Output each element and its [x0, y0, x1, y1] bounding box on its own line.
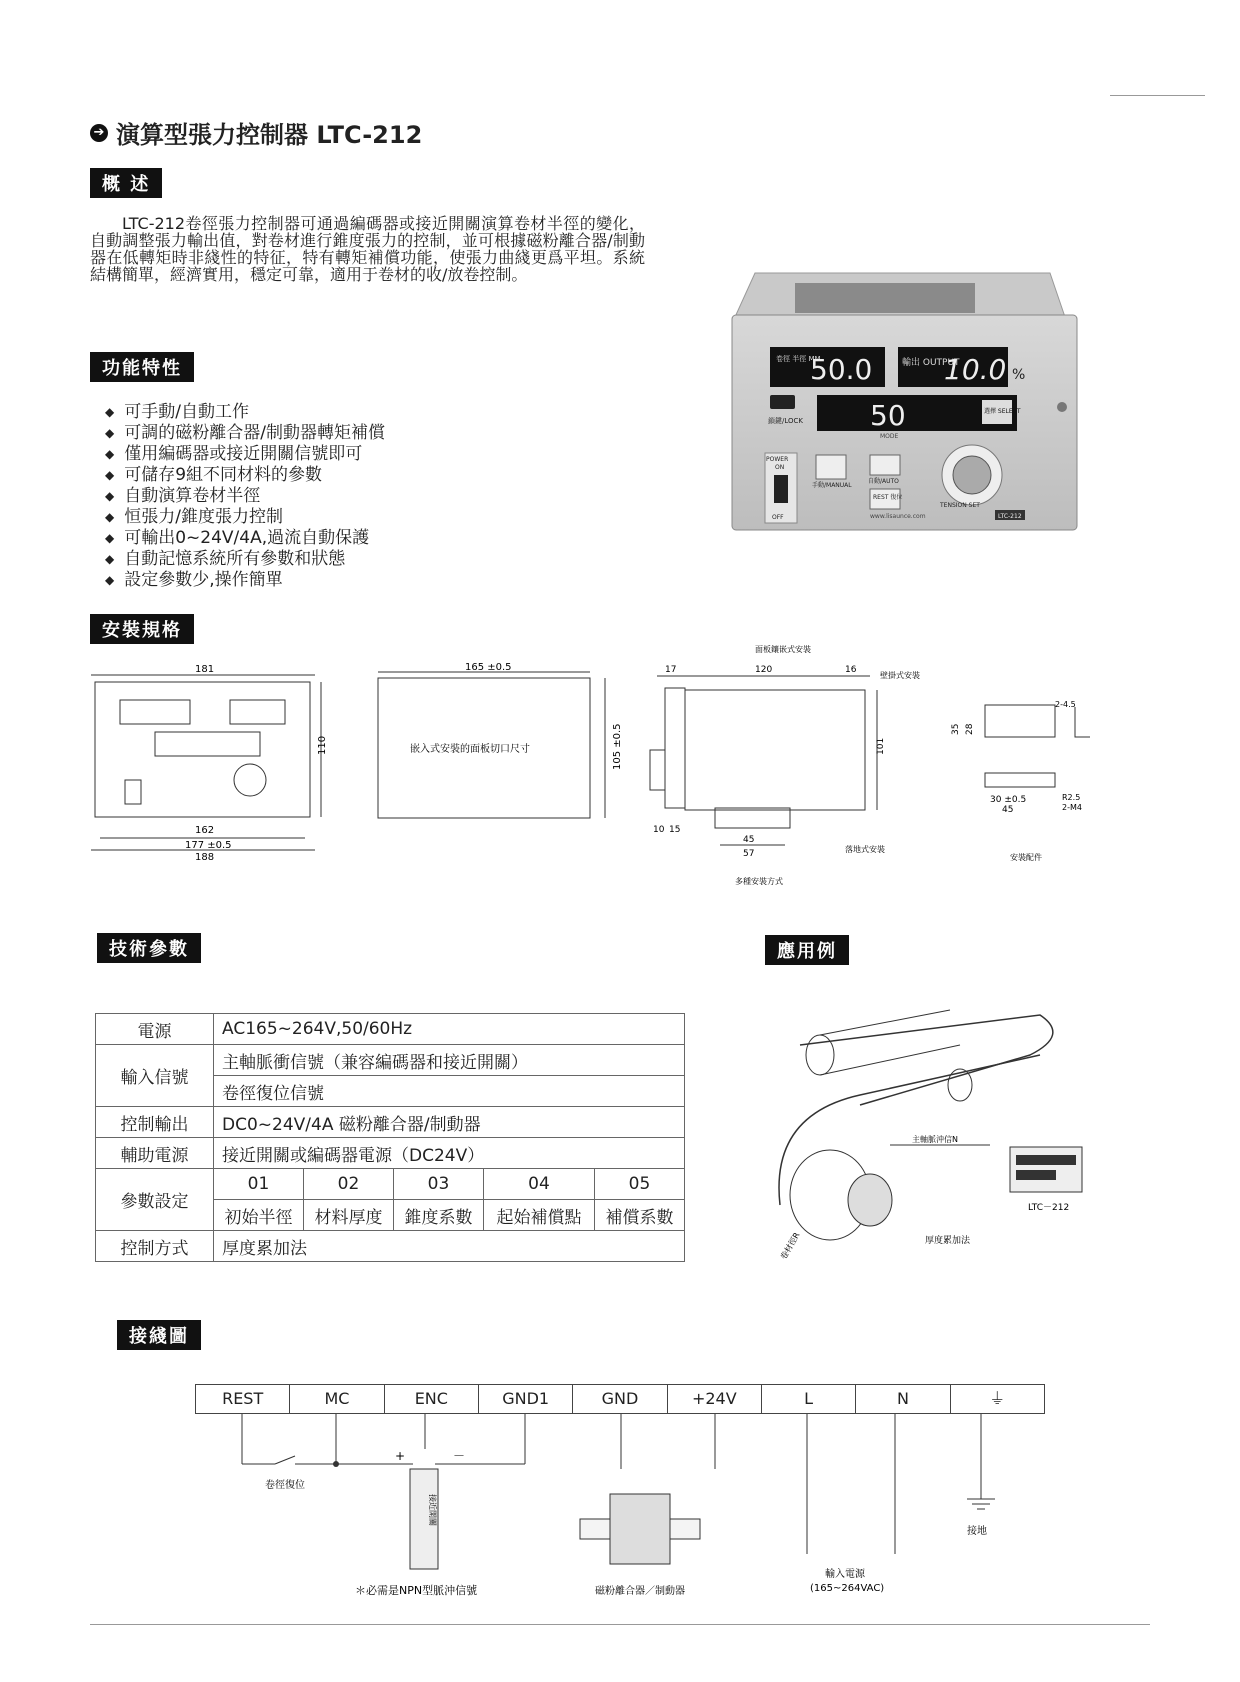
- terminal-strip: [195, 1384, 1045, 1414]
- svg-text:MODE: MODE: [880, 433, 899, 440]
- feature-item: ◆ 可輸出0~24V/4A,過流自動保護: [105, 528, 385, 549]
- svg-text:30 ±0.5: 30 ±0.5: [990, 795, 1027, 805]
- svg-text:接近開關: 接近開關: [428, 1494, 437, 1526]
- svg-text:28: 28: [965, 723, 975, 735]
- svg-text:165 ±0.5: 165 ±0.5: [465, 662, 512, 673]
- svg-text:選擇 SELECT: 選擇 SELECT: [984, 408, 1021, 415]
- svg-text:自動/AUTO: 自動/AUTO: [868, 478, 899, 485]
- svg-text:177 ±0.5: 177 ±0.5: [185, 840, 232, 851]
- page-title: ➔ 演算型張力控制器 LTC-212: [90, 115, 422, 150]
- svg-text:接地: 接地: [967, 1526, 987, 1537]
- svg-text:www.lisaunce.com: www.lisaunce.com: [870, 513, 926, 520]
- table-row: 輔助電源 接近開關或編碼器電源（DC24V）: [96, 1138, 685, 1169]
- svg-text:ON: ON: [775, 464, 785, 471]
- bottom-rule: [90, 1624, 1150, 1625]
- section-tech: 技術參數: [97, 933, 201, 963]
- display-param: 50: [870, 399, 906, 432]
- svg-text:120: 120: [755, 665, 773, 675]
- table-row: 控制方式 厚度累加法: [96, 1231, 685, 1262]
- svg-text:手動/MANUAL: 手動/MANUAL: [812, 482, 852, 489]
- svg-text:35: 35: [951, 723, 961, 735]
- svg-text:+: +: [395, 1449, 406, 1463]
- svg-text:R2.5: R2.5: [1062, 793, 1081, 802]
- svg-text:LTC－212: LTC－212: [1028, 1203, 1070, 1213]
- table-row: 參數設定 01 02 03 04 05: [96, 1169, 685, 1200]
- svg-text:卷材徑R: 卷材徑R: [778, 1230, 802, 1261]
- svg-text:厚度累加法: 厚度累加法: [925, 1236, 971, 1246]
- svg-text:105 ±0.5: 105 ±0.5: [612, 723, 623, 770]
- svg-text:TENSION SET: TENSION SET: [940, 502, 980, 509]
- svg-text:57: 57: [743, 849, 755, 859]
- svg-text:落地式安裝: 落地式安裝: [845, 845, 885, 854]
- terminal-24v: +24V: [668, 1385, 762, 1413]
- front-view-drawing: [85, 660, 345, 870]
- spec-table: [95, 1013, 685, 1262]
- svg-text:17: 17: [665, 665, 677, 675]
- label-mm: 卷徑 半徑 MM: [776, 355, 821, 363]
- display-diameter: 50.0: [810, 353, 873, 386]
- svg-text:181: 181: [195, 664, 215, 675]
- cutout-drawing: [370, 660, 630, 830]
- application-illustration: [760, 995, 1100, 1275]
- table-row: 電源 AC165~264V,50/60Hz: [96, 1014, 685, 1045]
- table-row: 輸入信號 主軸脈衝信號（兼容編碼器和接近開關）: [96, 1045, 685, 1076]
- svg-text:鎖鍵/LOCK: 鎖鍵/LOCK: [768, 417, 803, 425]
- svg-text:壁掛式安裝: 壁掛式安裝: [880, 671, 920, 680]
- svg-text:磁粉離合器／制動器: 磁粉離合器／制動器: [595, 1586, 685, 1597]
- section-install: 安裝規格: [90, 614, 194, 644]
- svg-text:安裝配件: 安裝配件: [1010, 853, 1042, 862]
- svg-text:LTC-212: LTC-212: [998, 513, 1022, 520]
- svg-text:45: 45: [743, 835, 755, 845]
- svg-text:卷徑復位: 卷徑復位: [265, 1480, 305, 1491]
- feature-item: ◆ 自動演算卷材半徑: [105, 486, 385, 507]
- svg-text:－: －: [453, 1449, 466, 1463]
- feature-item: ◆ 可手動/自動工作: [105, 402, 385, 423]
- svg-text:%: %: [1012, 367, 1026, 383]
- svg-text:2-M4: 2-M4: [1062, 803, 1082, 812]
- display-output: 10.0: [944, 353, 1007, 386]
- svg-text:45: 45: [1002, 805, 1014, 815]
- mounting-drawing: [645, 640, 975, 900]
- section-application: 應用例: [765, 935, 849, 965]
- table-row: 控制輸出 DC0~24V/4A 磁粉離合器/制動器: [96, 1107, 685, 1138]
- terminal-mc: MC: [290, 1385, 384, 1413]
- section-features: 功能特性: [90, 352, 194, 382]
- svg-text:面板鑲嵌式安裝: 面板鑲嵌式安裝: [755, 645, 811, 654]
- svg-text:輸入電源: 輸入電源: [825, 1569, 865, 1580]
- svg-text:110: 110: [317, 735, 328, 755]
- terminal-l: L: [762, 1385, 856, 1413]
- device-photo: [710, 265, 1090, 535]
- arrow-icon: ➔: [90, 124, 108, 142]
- svg-text:嵌入式安裝的面板切口尺寸: 嵌入式安裝的面板切口尺寸: [410, 744, 530, 755]
- svg-text:188: 188: [195, 852, 215, 863]
- feature-item: ◆ 僅用編碼器或接近開關信號即可: [105, 444, 385, 465]
- terminal-gnd: GND: [573, 1385, 667, 1413]
- svg-text:162: 162: [195, 825, 215, 836]
- table-row: 初始半徑 材料厚度 錐度系數 起始補償點 補償系數: [96, 1200, 685, 1231]
- feature-item: ◆ 自動記憶系統所有參數和狀態: [105, 549, 385, 570]
- svg-text:15: 15: [669, 825, 681, 835]
- feature-list: [105, 402, 385, 591]
- ground-icon: ⏚: [989, 1389, 1006, 1408]
- svg-text:主軸脈沖信N: 主軸脈沖信N: [912, 1135, 958, 1144]
- svg-text:＊必需是NPN型脈沖信號: ＊必需是NPN型脈沖信號: [355, 1584, 478, 1597]
- terminal-n: N: [856, 1385, 950, 1413]
- wiring-diagram: [195, 1414, 1045, 1614]
- svg-text:POWER: POWER: [766, 456, 789, 463]
- section-overview: 概 述: [90, 168, 162, 198]
- feature-item: ◆ 恒張力/錐度張力控制: [105, 507, 385, 528]
- svg-text:16: 16: [845, 665, 857, 675]
- terminal-rest: REST: [196, 1385, 290, 1413]
- feature-item: ◆ 可儲存9組不同材料的參數: [105, 465, 385, 486]
- svg-text:101: 101: [876, 737, 886, 755]
- terminal-gnd1: GND1: [479, 1385, 573, 1413]
- feature-item: ◆ 設定參數少,操作簡單: [105, 570, 385, 591]
- label-output: 輸出 OUTPUT: [902, 358, 960, 368]
- feature-item: ◆ 可調的磁粉離合器/制動器轉矩補償: [105, 423, 385, 444]
- overview-text: LTC-212卷徑張力控制器可通過編碼器或接近開關演算卷材半徑的變化，自動調整張力輸出值，對卷材進行錐度張力的控制，並可根據磁粉離合器/制動器在低轉矩時非綫性的特征，特有轉矩補償功能，使張力曲綫更爲平坦。系統結構簡單，經濟實用，穩定可靠，適用于卷材的收/放卷控制。: [90, 214, 645, 284]
- svg-text:(165~264VAC): (165~264VAC): [810, 1583, 885, 1594]
- terminal-enc: ENC: [385, 1385, 479, 1413]
- svg-text:多種安裝方式: 多種安裝方式: [735, 877, 783, 886]
- table-row: 卷徑復位信號: [96, 1076, 685, 1107]
- svg-text:10: 10: [653, 825, 665, 835]
- svg-text:REST 復位: REST 復位: [873, 494, 903, 501]
- svg-text:2-4.5: 2-4.5: [1055, 700, 1076, 709]
- top-rule: [1110, 95, 1205, 96]
- bracket-drawing: [950, 695, 1110, 865]
- section-wiring: 接綫圖: [117, 1320, 201, 1350]
- svg-text:OFF: OFF: [772, 514, 784, 521]
